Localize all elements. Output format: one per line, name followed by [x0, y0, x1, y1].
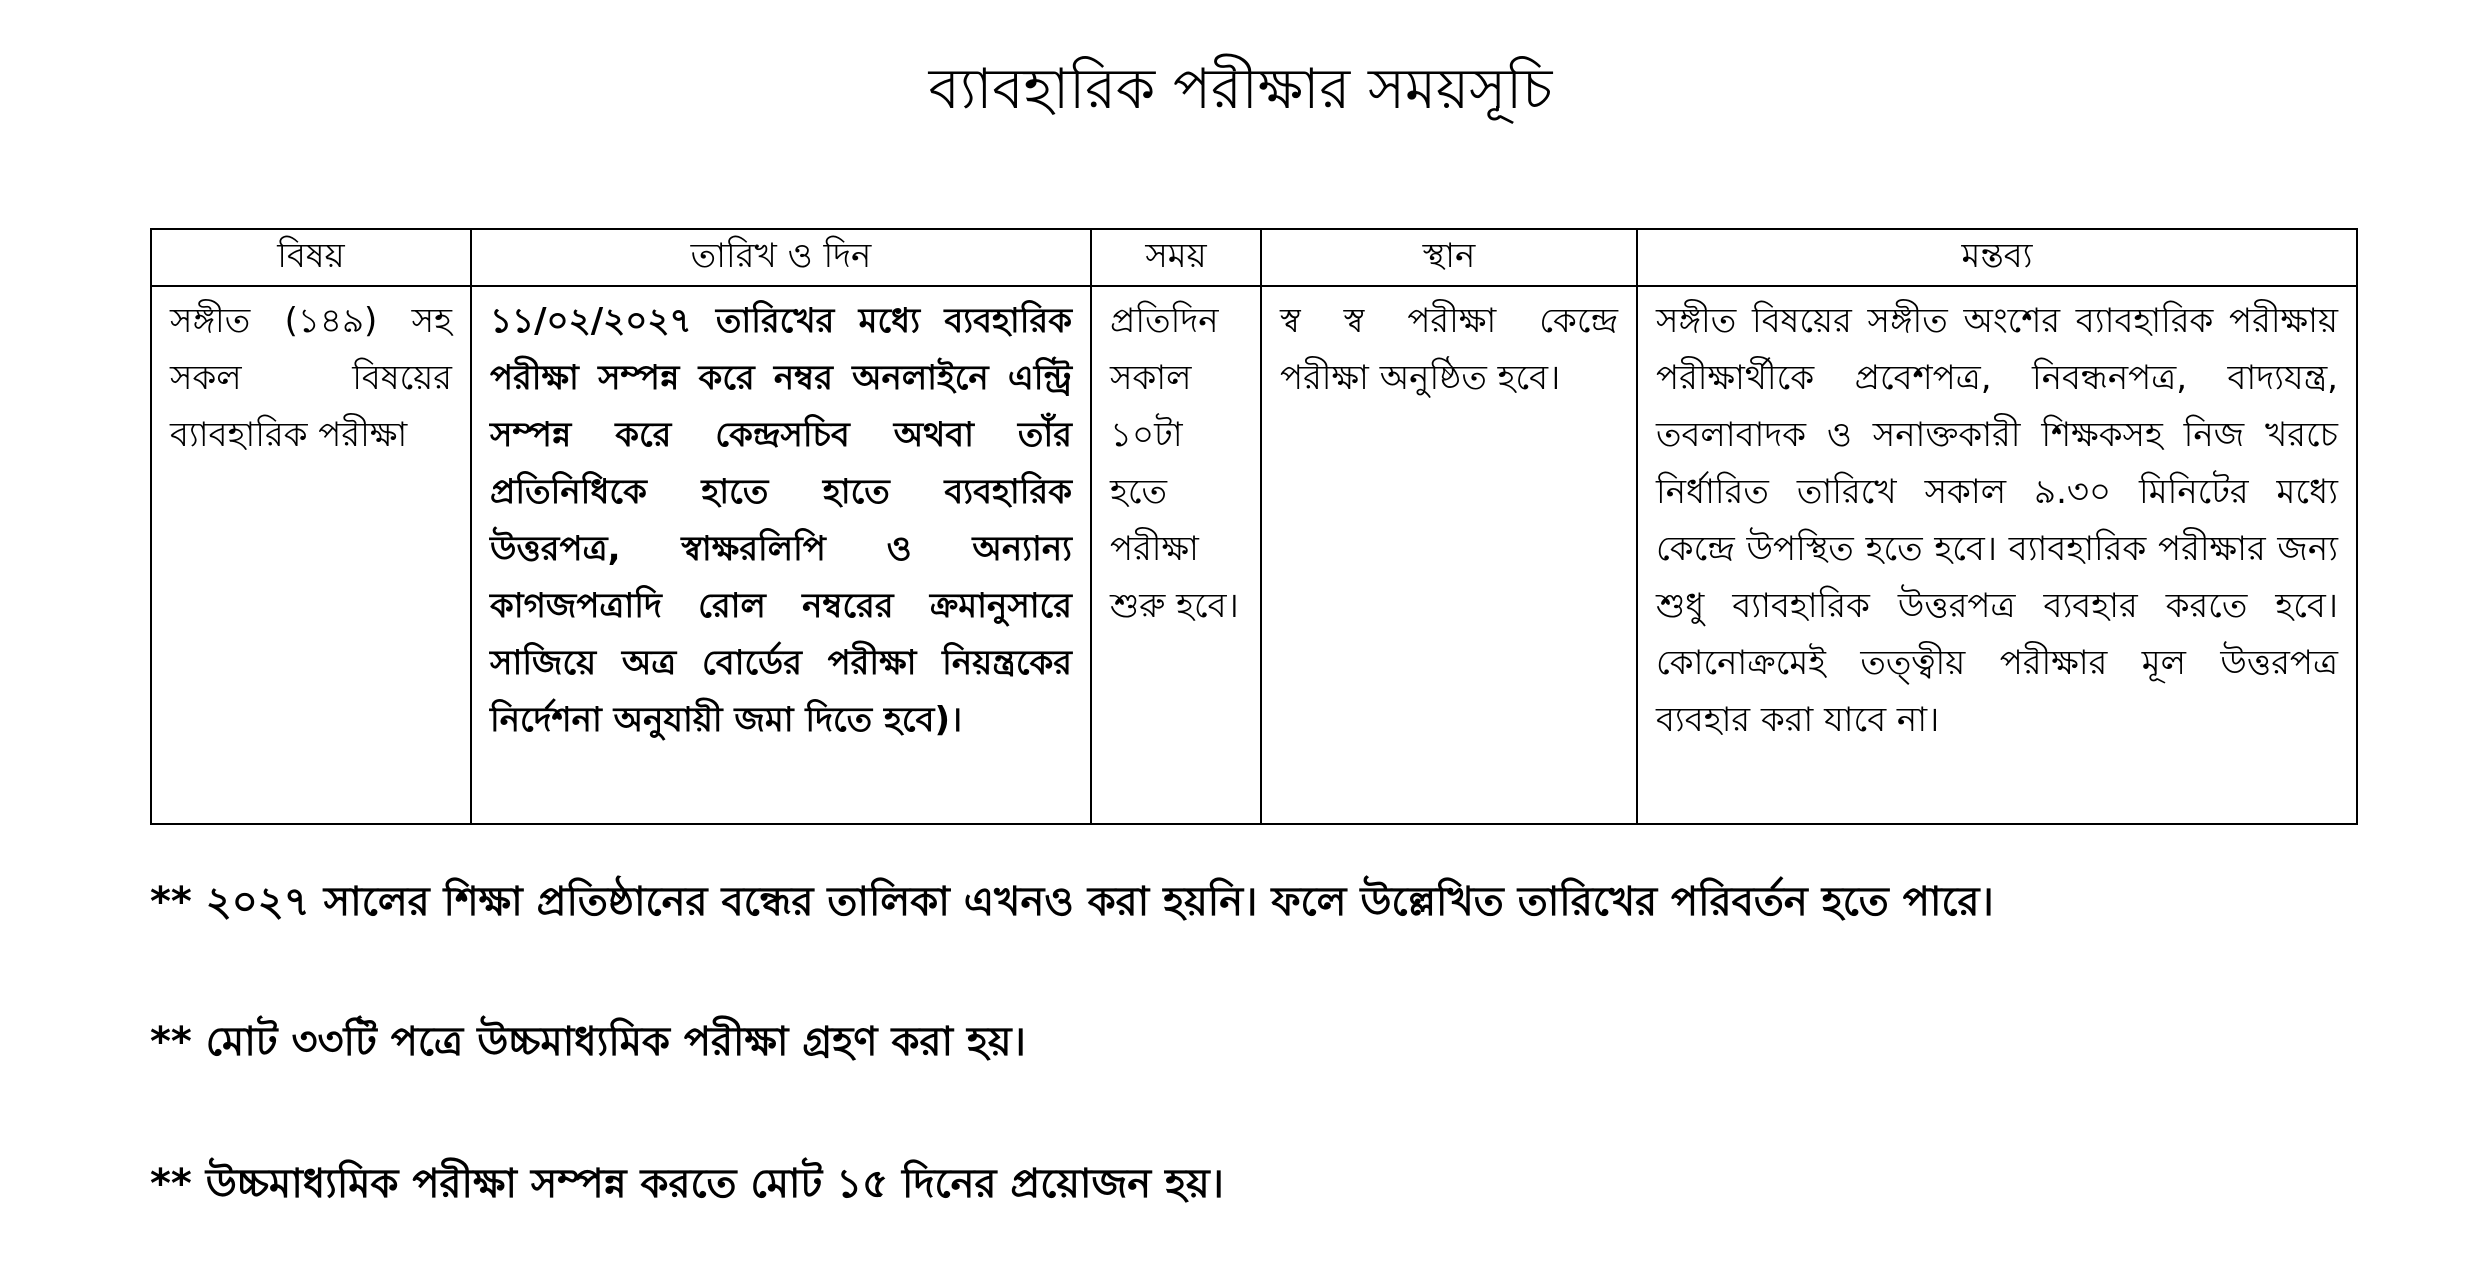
cell-venue: স্ব স্ব পরীক্ষা কেন্দ্রে পরীক্ষা অনুষ্ঠিত হবে। [1261, 286, 1637, 824]
cell-date-day: ১১/০২/২০২৭ তারিখের মধ্যে ব্যবহারিক পরীক্ষা সম্পন্ন করে নম্বর অনলাইনে এন্ট্রি সম্পন্ন করে কেন্দ্রসচিব অথবা তাঁর প্রতিনিধিকে হাতে হাতে ব্যবহারিক উত্তরপত্র, স্বাক্ষরলিপি ও অন্যান্য কাগজপত্রাদি রোল নম্বরের ক্রমানুসারে সাজিয়ে অত্র বোর্ডের পরীক্ষা নিয়ন্ত্রকের নির্দেশনা অনুযায়ী জমা দিতে হবে)। [471, 286, 1091, 824]
note-total-days: ** উচ্চমাধ্যমিক পরীক্ষা সম্পন্ন করতে মোট ১৫ দিনের প্রয়োজন হয়। [150, 1161, 1224, 1207]
cell-subject: সঙ্গীত (১৪৯) সহ সকল বিষয়ের ব্যাবহারিক পরীক্ষা [151, 286, 471, 824]
header-subject: বিষয় [151, 229, 471, 286]
cell-time: প্রতিদিন সকাল ১০টা হতে পরীক্ষা শুরু হবে। [1091, 286, 1261, 824]
page-title: ব্যাবহারিক পরীক্ষার সময়সূচি [928, 57, 1553, 122]
header-date-day: তারিখ ও দিন [471, 229, 1091, 286]
practical-exam-schedule-table [150, 228, 2358, 825]
cell-remarks: সঙ্গীত বিষয়ের সঙ্গীত অংশের ব্যাবহারিক পরীক্ষায় পরীক্ষার্থীকে প্রবেশপত্র, নিবন্ধনপত্র, বাদ্যযন্ত্র, তবলাবাদক ও সনাক্তকারী শিক্ষকসহ নিজ খরচে নির্ধারিত তারিখে সকাল ৯.৩০ মিনিটের মধ্যে কেন্দ্রে উপস্থিত হতে হবে। ব্যাবহারিক পরীক্ষার জন্য শুধু ব্যাবহারিক উত্তরপত্র ব্যবহার করতে হবে। কোনোক্রমেই তত্ত্বীয় পরীক্ষার মূল উত্তরপত্র ব্যবহার করা যাবে না। [1637, 286, 2357, 824]
note-total-papers: ** মোট ৩৩টি পত্রে উচ্চমাধ্যমিক পরীক্ষা গ্রহণ করা হয়। [150, 1019, 1026, 1065]
header-remarks: মন্তব্য [1637, 229, 2357, 286]
table-header-row [151, 229, 2357, 286]
header-venue: স্থান [1261, 229, 1637, 286]
note-holiday-list: ** ২০২৭ সালের শিক্ষা প্রতিষ্ঠানের বন্ধের তালিকা এখনও করা হয়নি। ফলে উল্লেখিত তারিখের পরিবর্তন হতে পারে। [150, 879, 1994, 925]
header-time: সময় [1091, 229, 1261, 286]
table-row [151, 286, 2357, 824]
